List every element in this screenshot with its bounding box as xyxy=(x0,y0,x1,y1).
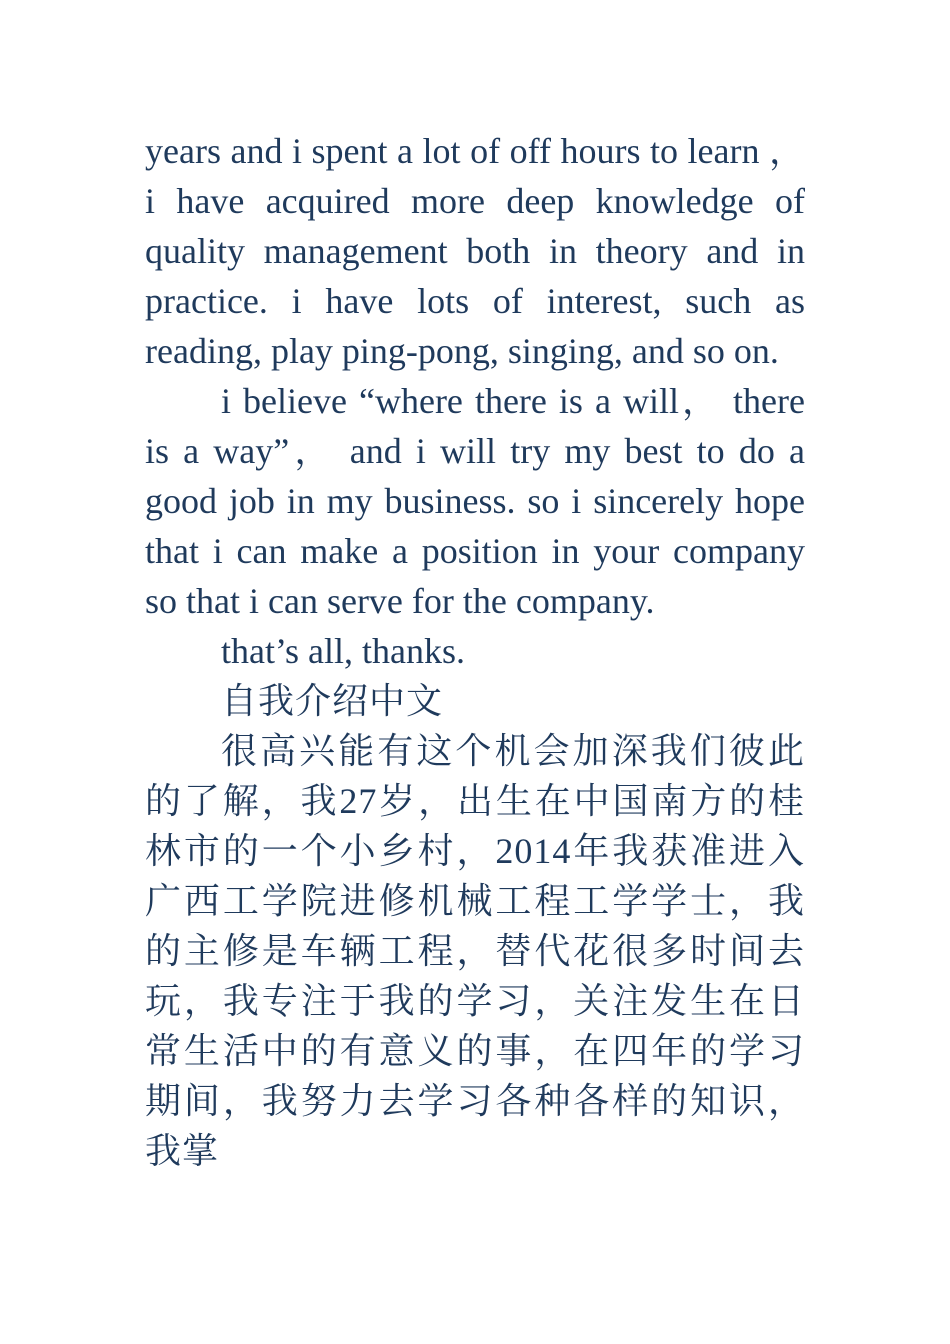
paragraph-continuation: years and i spent a lot of off hours to learn ， i have acquired more deep knowledge of quality management both in theory and in practice. i have lots of interest, such as reading, play ping-pong, singing, and so on. xyxy=(145,131,805,371)
paragraph-chinese-intro: 很高兴能有这个机会加深我们彼此的了解，我27岁，出生在中国南方的桂林市的一个小乡村，2014年我获准进入广西工学院进修机械工程工学学士，我的主修是车辆工程，替代花很多时间去玩，我专注于我的学习，关注发生在日常生活中的有意义的事，在四年的学习期间，我努力去学习各种各样的知识，我掌 xyxy=(145,731,805,1171)
section-heading-chinese: 自我介绍中文 xyxy=(221,681,444,721)
paragraph-belief: i believe “where there is a will， there is a way”， and i will try my best to do a good job in my business. so i sincerely hope that i can make a position in your company so that i can serve for the company. xyxy=(145,381,805,621)
paragraph-closing: that’s all, thanks. xyxy=(221,631,465,671)
document-page xyxy=(145,126,805,1176)
